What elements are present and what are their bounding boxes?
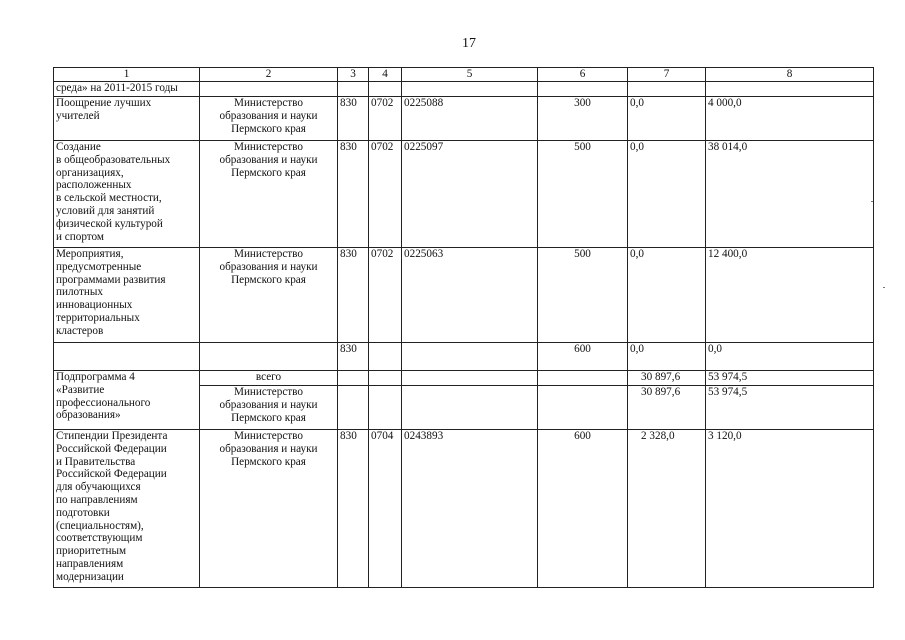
row-code-4: 0704: [369, 430, 402, 588]
row-code-4: [369, 343, 402, 371]
table-cell: [402, 386, 538, 430]
row-value-7: 0,0: [628, 97, 706, 141]
table-cell: [338, 82, 369, 97]
row-name: [54, 343, 200, 371]
table-cell: [538, 82, 628, 97]
row-code-5: 0225088: [402, 97, 538, 141]
row-owner: Министерство образования и науки Пермского края: [200, 248, 338, 343]
row-owner: Министерство образования и науки Пермского края: [200, 141, 338, 248]
table-cell: [338, 386, 369, 430]
subprogram-total-value-7: 30 897,6: [628, 371, 706, 386]
table-row: [54, 248, 874, 343]
table-cell: [369, 386, 402, 430]
continuation-text: среда» на 2011-2015 годы: [54, 82, 200, 97]
budget-table: [53, 67, 874, 588]
row-code-3: 830: [338, 97, 369, 141]
table-cell: [628, 82, 706, 97]
table-cell: [200, 82, 338, 97]
subprogram-owner: Министерство образования и науки Пермского края: [200, 386, 338, 430]
row-code-5: 0243893: [402, 430, 538, 588]
table-row: [54, 430, 874, 588]
row-owner: [200, 343, 338, 371]
row-code-6: 600: [538, 430, 628, 588]
subprogram-owner-value-7: 30 897,6: [628, 386, 706, 430]
table-cell: [538, 386, 628, 430]
row-code-4: 0702: [369, 141, 402, 248]
subprogram-total-label: всего: [200, 371, 338, 386]
row-value-8: 12 400,0: [706, 248, 874, 343]
table-cell: [706, 82, 874, 97]
row-code-6: 500: [538, 248, 628, 343]
subprogram-total-value-8: 53 974,5: [706, 371, 874, 386]
table-cell: [538, 371, 628, 386]
table-cell: [338, 371, 369, 386]
row-code-5: 0225063: [402, 248, 538, 343]
table-cell: [402, 82, 538, 97]
row-code-3: 830: [338, 248, 369, 343]
scan-speck: [871, 201, 873, 202]
row-code-3: 830: [338, 343, 369, 371]
row-value-7: 0,0: [628, 343, 706, 371]
column-header-7: 7: [628, 68, 706, 82]
row-code-6: 500: [538, 141, 628, 248]
column-header-5: 5: [402, 68, 538, 82]
table-cell: [369, 82, 402, 97]
row-code-4: 0702: [369, 248, 402, 343]
row-owner: Министерство образования и науки Пермского края: [200, 430, 338, 588]
table-row: [54, 97, 874, 141]
row-name: Создание в общеобразовательных организациях, расположенных в сельской местности, условий для занятий физической культурой и спортом: [54, 141, 200, 248]
row-value-8: 38 014,0: [706, 141, 874, 248]
row-value-7: 0,0: [628, 248, 706, 343]
page-number: 17: [462, 36, 476, 51]
column-header-3: 3: [338, 68, 369, 82]
table-row: [54, 343, 874, 371]
subprogram-owner-value-8: 53 974,5: [706, 386, 874, 430]
table-row: [54, 141, 874, 248]
row-code-5: [402, 343, 538, 371]
row-owner: Министерство образования и науки Пермского края: [200, 97, 338, 141]
scan-speck: [883, 287, 885, 288]
row-code-4: 0702: [369, 97, 402, 141]
subprogram-name: Подпрограмма 4 «Развитие профессионального образования»: [54, 371, 200, 430]
row-name: Поощрение лучших учителей: [54, 97, 200, 141]
table-header-row: [54, 68, 874, 82]
row-code-6: 300: [538, 97, 628, 141]
column-header-8: 8: [706, 68, 874, 82]
row-code-5: 0225097: [402, 141, 538, 248]
row-value-7: 2 328,0: [628, 430, 706, 588]
row-name: Мероприятия, предусмотренные программами развития пилотных инновационных территориальных кластеров: [54, 248, 200, 343]
column-header-4: 4: [369, 68, 402, 82]
row-value-7: 0,0: [628, 141, 706, 248]
row-value-8: 4 000,0: [706, 97, 874, 141]
column-header-6: 6: [538, 68, 628, 82]
subprogram-total-row: [54, 371, 874, 386]
row-value-8: 3 120,0: [706, 430, 874, 588]
column-header-1: 1: [54, 68, 200, 82]
table-cell: [402, 371, 538, 386]
row-value-8: 0,0: [706, 343, 874, 371]
row-code-3: 830: [338, 141, 369, 248]
continuation-row: [54, 82, 874, 97]
row-code-3: 830: [338, 430, 369, 588]
table-cell: [369, 371, 402, 386]
row-name: Стипендии Президента Российской Федерации и Правительства Российской Федерации для обучающихся по направлениям подготовки (специальностям), соответствующим приоритетным направлениям модернизации: [54, 430, 200, 588]
column-header-2: 2: [200, 68, 338, 82]
row-code-6: 600: [538, 343, 628, 371]
